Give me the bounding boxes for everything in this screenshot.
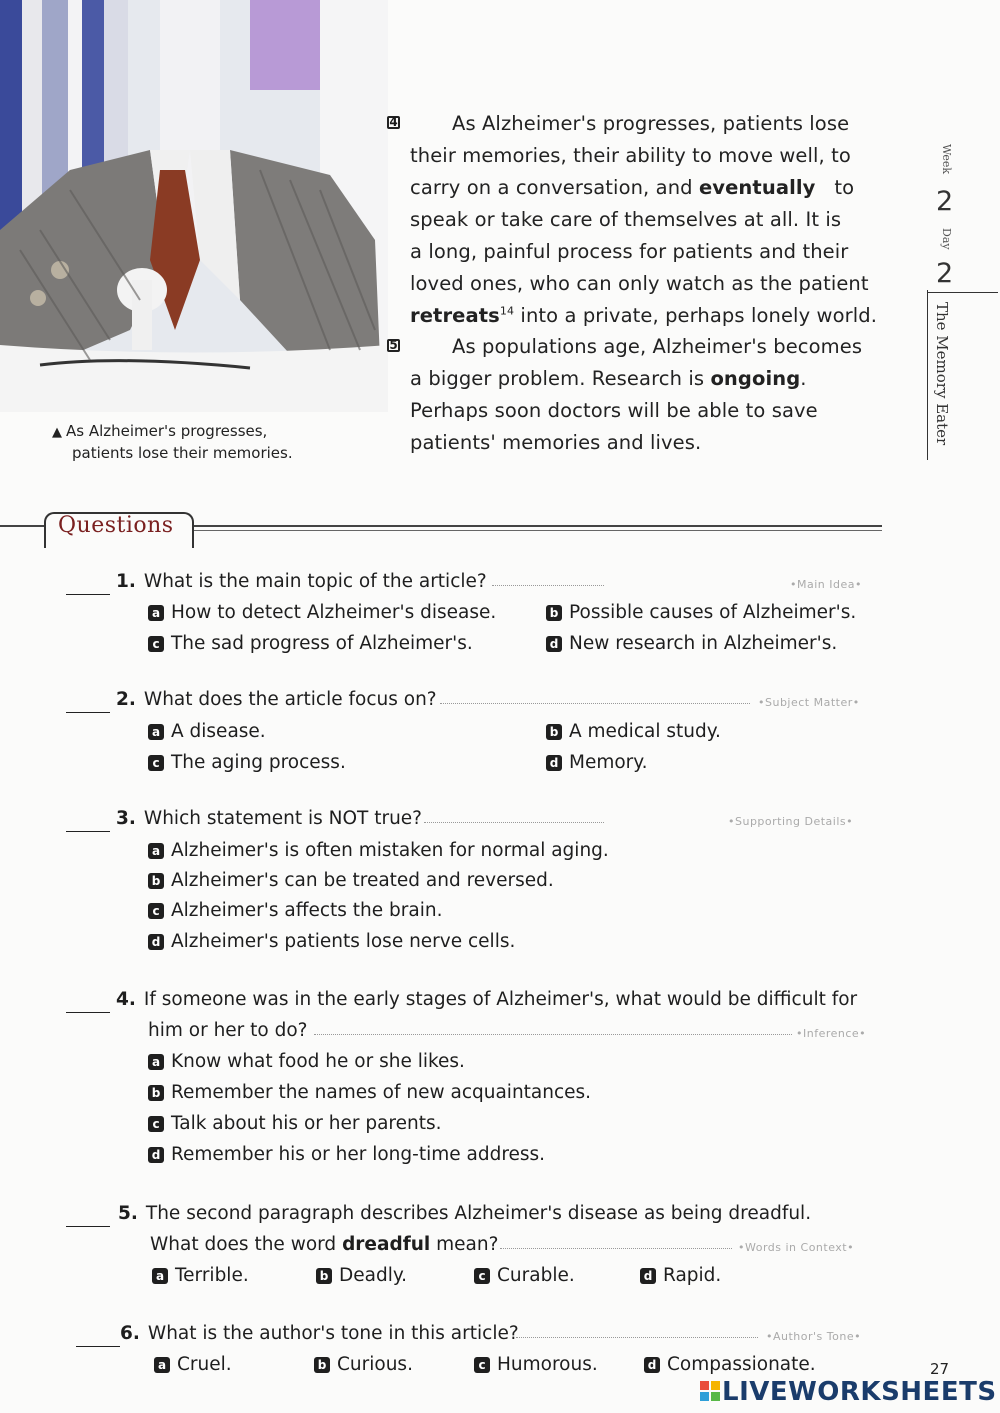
q3-option-c[interactable] (148, 900, 442, 921)
q6-option-d[interactable] (644, 1354, 816, 1375)
question-text: The second paragraph describes Alzheimer's disease as being dreadful. (145, 1203, 812, 1224)
question-2 (116, 689, 437, 710)
option-text: Remember the names of new acquaintances. (171, 1082, 592, 1103)
q4-option-c[interactable] (148, 1113, 442, 1134)
heading-rule-right-thin (190, 530, 882, 531)
skill-tag: •Main Idea• (790, 578, 862, 591)
question-bold-word: dreadful (342, 1234, 431, 1255)
option-letter-badge: a (154, 1357, 170, 1373)
option-text: Alzheimer's can be treated and reversed. (171, 870, 554, 891)
p4-line: their memories, their ability to move well, to (410, 144, 851, 167)
question-text: Which statement is NOT true? (143, 808, 422, 829)
option-text: Know what food he or she likes. (171, 1051, 465, 1072)
paragraph-marker-4: 4 (387, 116, 400, 129)
vocab-eventually: eventually (698, 176, 816, 199)
option-text: The aging process. (171, 752, 346, 773)
option-letter-badge: b (314, 1357, 330, 1373)
option-letter-badge: d (644, 1357, 660, 1373)
week-label: Week (940, 144, 953, 175)
option-text: Curious. (337, 1354, 413, 1375)
question-number: 2. (116, 689, 136, 710)
option-letter-badge: b (148, 873, 164, 889)
q6-option-a[interactable] (154, 1354, 232, 1375)
heading-rule-right (190, 525, 882, 527)
photo-caption (52, 421, 352, 464)
questions-heading: Questions (58, 513, 174, 538)
option-text: Alzheimer's affects the brain. (171, 900, 443, 921)
option-text: Cruel. (177, 1354, 232, 1375)
skill-tag: •Inference• (796, 1027, 867, 1040)
option-letter-badge: a (148, 843, 164, 859)
option-text: Memory. (569, 752, 648, 773)
q4-option-a[interactable] (148, 1051, 465, 1072)
leader-dots (440, 703, 750, 704)
answer-blank-5[interactable] (66, 1226, 110, 1227)
page-number: 27 (930, 1360, 950, 1378)
option-text: How to detect Alzheimer's disease. (171, 602, 497, 623)
p5-line: a bigger problem. Research is (410, 367, 705, 390)
vocab-ongoing: ongoing (710, 367, 801, 390)
caption-line-1: As Alzheimer's progresses, (66, 422, 268, 440)
skill-tag: •Supporting Details• (728, 815, 854, 828)
q2-option-d[interactable] (546, 752, 647, 773)
q2-option-a[interactable] (148, 721, 266, 742)
question-number: 6. (120, 1323, 140, 1344)
leader-dots (500, 1248, 732, 1249)
p4-line: speak or take care of themselves at all. It is (410, 208, 842, 231)
p4-line: into a private, perhaps lonely world. (520, 304, 878, 327)
q4-option-d[interactable] (148, 1144, 545, 1165)
option-letter-badge: d (640, 1268, 656, 1284)
article-photo (0, 0, 388, 412)
leader-dots (492, 585, 604, 586)
option-text: Possible causes of Alzheimer's. (569, 602, 857, 623)
option-letter-badge: c (474, 1357, 490, 1373)
leader-dots (314, 1034, 792, 1035)
option-text: Remember his or her long-time address. (171, 1144, 546, 1165)
option-text: A disease. (171, 721, 266, 742)
question-1 (116, 571, 487, 592)
q4-option-b[interactable] (148, 1082, 591, 1103)
option-letter-badge: b (316, 1268, 332, 1284)
option-letter-badge: a (148, 1054, 164, 1070)
q2-option-c[interactable] (148, 752, 346, 773)
caption-line-2: patients lose their memories. (72, 444, 293, 462)
option-letter-badge: c (148, 755, 164, 771)
option-letter-badge: c (148, 1116, 164, 1132)
skill-tag: •Subject Matter• (758, 696, 860, 709)
option-letter-badge: c (474, 1268, 490, 1284)
paragraph-5: As populations age, Alzheimer's becomes a bigger problem. Research is ongoing. Perhaps soon doctors will be able to save patients' memories and lives. (410, 331, 888, 459)
option-letter-badge: c (148, 903, 164, 919)
option-letter-badge: d (546, 755, 562, 771)
option-letter-badge: d (148, 1147, 164, 1163)
q3-option-a[interactable] (148, 840, 609, 861)
question-text: What does the word (150, 1234, 337, 1255)
question-5-line-2 (150, 1234, 498, 1255)
question-6 (120, 1323, 519, 1344)
day-number: 2 (936, 258, 954, 289)
question-4-line-2: him or her to do? (148, 1020, 308, 1041)
liveworksheets-logo-icon (700, 1381, 720, 1401)
option-letter-badge: d (546, 636, 562, 652)
question-4-line-1 (116, 989, 857, 1010)
p4-line: a long, painful process for patients and their (410, 240, 849, 263)
option-letter-badge: a (152, 1268, 168, 1284)
option-letter-badge: b (546, 724, 562, 740)
p4-word: to (834, 176, 855, 199)
option-text: Terrible. (175, 1265, 249, 1286)
option-letter-badge: a (148, 724, 164, 740)
q6-option-c[interactable] (474, 1354, 598, 1375)
option-text: New research in Alzheimer's. (569, 633, 838, 654)
answer-blank-2[interactable] (66, 712, 110, 713)
q5-option-c[interactable] (474, 1265, 575, 1286)
question-number: 5. (118, 1203, 138, 1224)
q6-option-b[interactable] (314, 1354, 413, 1375)
vocab-retreats: retreats (410, 304, 500, 327)
p4-line: carry on a conversation, and (410, 176, 693, 199)
answer-blank-6[interactable] (76, 1346, 120, 1347)
question-text: What is the main topic of the article? (143, 571, 487, 592)
week-number: 2 (936, 186, 954, 217)
footnote-14: 14 (499, 304, 515, 318)
question-5-line-1 (118, 1203, 811, 1224)
option-text: A medical study. (569, 721, 721, 742)
leader-dots (516, 1337, 758, 1338)
q1-option-b[interactable] (546, 602, 856, 623)
skill-tag: •Author's Tone• (766, 1330, 862, 1343)
option-text: Curable. (497, 1265, 575, 1286)
q5-option-b[interactable] (316, 1265, 407, 1286)
option-letter-badge: a (148, 605, 164, 621)
question-text: What does the article focus on? (143, 689, 437, 710)
skill-tag: •Words in Context• (738, 1241, 855, 1254)
paragraph-4 (410, 108, 888, 332)
p4-line: As Alzheimer's progresses, patients lose (452, 112, 850, 135)
q3-option-b[interactable] (148, 870, 554, 891)
q1-option-d[interactable] (546, 633, 837, 654)
option-letter-badge: d (148, 934, 164, 950)
question-text: What is the author's tone in this article? (147, 1323, 519, 1344)
option-text: Talk about his or her parents. (171, 1113, 442, 1134)
brand-wordmark: LIVEWORKSHEETS (722, 1377, 997, 1407)
option-text: Alzheimer's is often mistaken for normal aging. (171, 840, 609, 861)
option-text: Deadly. (339, 1265, 408, 1286)
sidebar-divider (928, 292, 998, 293)
heading-rule-left (0, 525, 44, 527)
question-number: 3. (116, 808, 136, 829)
option-text: Alzheimer's patients lose nerve cells. (171, 931, 516, 952)
day-label: Day (940, 228, 953, 250)
sidebar-vertical-divider (927, 290, 928, 460)
q5-option-a[interactable] (152, 1265, 249, 1286)
leader-dots (424, 822, 604, 823)
option-text: The sad progress of Alzheimer's. (171, 633, 473, 654)
q1-option-c[interactable] (148, 633, 473, 654)
q1-option-a[interactable] (148, 602, 496, 623)
p5-line: Perhaps soon doctors will be able to save (410, 399, 818, 422)
p5-line: As populations age, Alzheimer's becomes (452, 335, 863, 358)
option-letter-badge: c (148, 636, 164, 652)
option-text: Compassionate. (667, 1354, 816, 1375)
p4-line: loved ones, who can only watch as the patient (410, 272, 869, 295)
q2-option-b[interactable] (546, 721, 721, 742)
question-text: mean? (436, 1234, 499, 1255)
question-number: 1. (116, 571, 136, 592)
option-text: Rapid. (663, 1265, 722, 1286)
answer-blank-3[interactable] (66, 831, 110, 832)
p5-line: patients' memories and lives. (410, 431, 702, 454)
answer-blank-4[interactable] (66, 1012, 110, 1013)
question-3 (116, 808, 422, 829)
question-text: If someone was in the early stages of Alzheimer's, what would be difficult for (143, 989, 858, 1010)
paragraph-marker-5: 5 (387, 339, 400, 352)
answer-blank-1[interactable] (66, 594, 110, 595)
triangle-icon: ▲ (52, 425, 62, 440)
unit-title: The Memory Eater (933, 302, 951, 446)
question-number: 4. (116, 989, 136, 1010)
option-text: Humorous. (497, 1354, 598, 1375)
option-letter-badge: b (546, 605, 562, 621)
option-letter-badge: b (148, 1085, 164, 1101)
q3-option-d[interactable] (148, 931, 515, 952)
q5-option-d[interactable] (640, 1265, 721, 1286)
